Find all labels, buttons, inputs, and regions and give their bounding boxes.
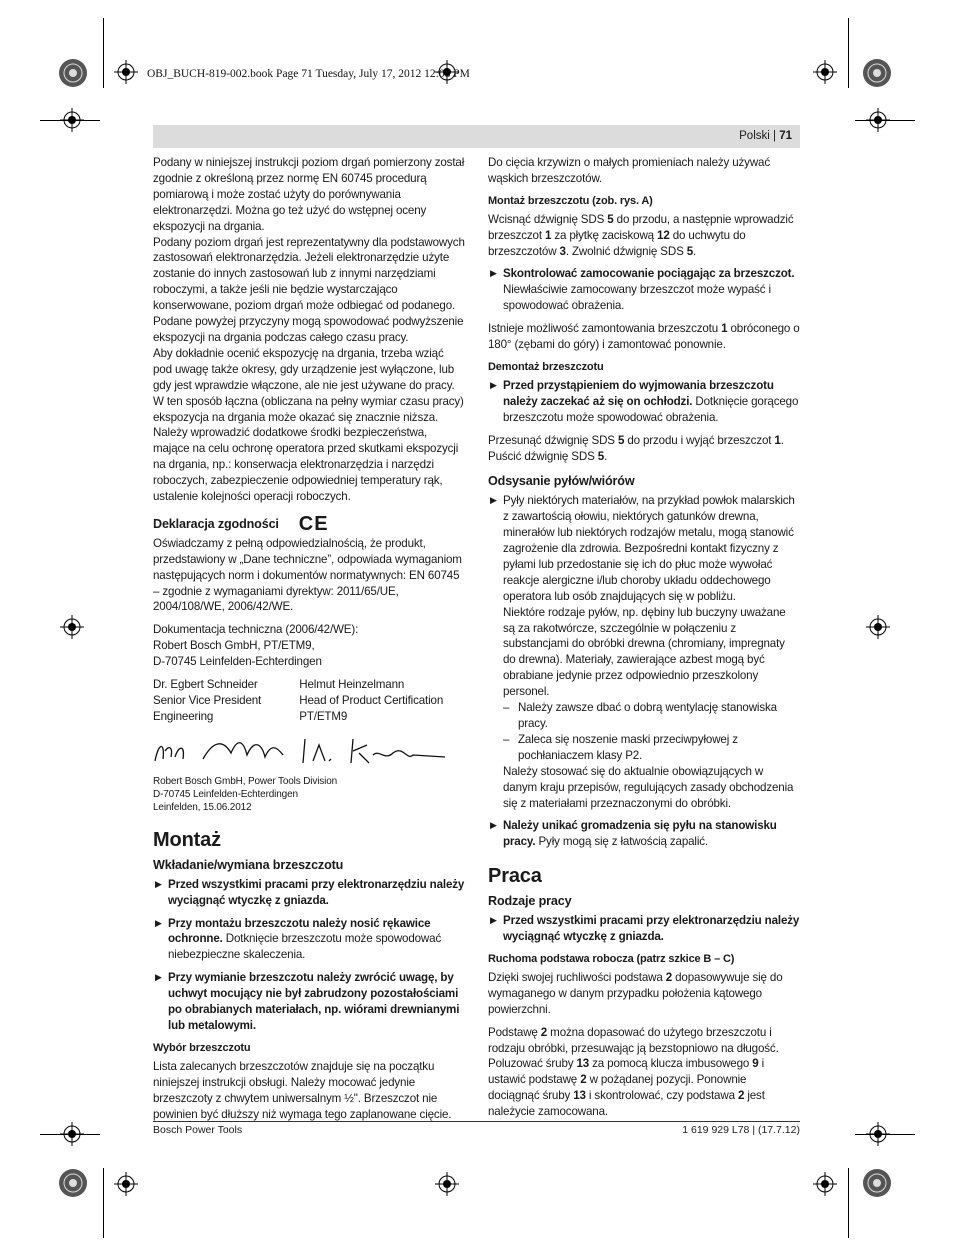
warning-bullet: ▶ Przed wszystkimi pracami przy elektronarzędziu należy wyciągnąć wtyczkę z gniazda. [490, 914, 800, 944]
subsection-title: Wybór brzeszczotu [153, 1041, 251, 1054]
signatory-2: Helmut Heinzelmann Head of Product Certification PT/ETM9 [299, 678, 444, 723]
triangle-bullet-icon: ▶ [490, 379, 497, 390]
left-column [153, 155, 465, 1122]
registration-rosette-icon [58, 58, 88, 88]
footer-doc-number: 1 619 929 L78 | (17.7.12) [682, 1124, 800, 1136]
page-header-bar [153, 125, 800, 148]
declaration-text: Oświadczamy z pełną odpowiedzialnością, że produkt, przedstawiony w „Dane techniczne”, odpowiada wymaganiom następujących norm i dokumentów normatywnych: EN 60745 – zgodnie z wymaganiami dyrektyw: 2011/65/UE, 2004/108/WE, 2006/42/WE. [153, 536, 462, 614]
paragraph: Wcisnąć dźwignię SDS 5 do przodu, a następnie wprowadzić brzeszczot 1 za płytkę zaciskową 12 do uchwytu do brzeszczotów 3. Zwolnić dźwignię SDS 5. [488, 212, 794, 258]
ce-mark-icon: CE [298, 512, 329, 535]
warning-bullet: ▶ Skontrolować zamocowanie pociągając za brzeszczot. Niewłaściwie zamocowany brzeszczot może wypaść i spowodować obrażenia. [490, 267, 795, 313]
paragraph: Podstawę 2 można dopasować do użytego brzeszczotu i rodzaju obróbki, przesuwając ją bezstopniowo na długość. Poluzować śruby 13 za pomocą klucza imbusowego 9 i ustawić podstawę 2 w pożądanej pozycji. Ponownie dociągnąć śruby 13 i skontrolować, czy podstawa 2 jest należycie zamocowana. [488, 1025, 779, 1119]
registration-rosette-icon [58, 1168, 88, 1198]
info-bullet: ▶ Pyły niektórych materiałów, na przykład powłok malarskich z zawartością ołowiu, niektórych gatunków drewna, minerałów lub niektórych rodzajów metalu, mogą stanowić zagrożenie dla zdrowia. Bezpośredni kontakt fizyczny z pyłami lub przedostanie się ich do płuc może wywołać reakcje alergiczne i/lub choroby układu oddechowego operatora lub osób znajdujących się w pobliżu. [490, 494, 795, 603]
company-address: Robert Bosch GmbH, Power Tools Division D-70745 Leinfelden-Echterdingen Leinfelden, 15.06.2012 [153, 775, 338, 813]
paragraph: Należy stosować się do aktualnie obowiązujących w danym kraju przepisów, regulujących zasady obchodzenia się z materiałami przeznaczonymi do obróbki. [503, 764, 794, 810]
paragraph: Lista zalecanych brzeszczotów znajduje się na początku niniejszej instrukcji obsługi. Należy mocować jedynie brzeszczoty z chwytem uniwersalnym ½". Brzeszczot nie powinien być dłuższy niż wymaga tego zaplanowane cięcie. [153, 1059, 452, 1121]
handwritten-signatures [153, 731, 453, 771]
warning-bullet: ▶ Należy unikać gromadzenia się pyłu na stanowisku pracy. Pyły mogą się z łatwością zapalić. [490, 819, 777, 849]
registration-crosshair-icon [435, 1172, 459, 1196]
signatories [153, 677, 465, 725]
subsection-title: Ruchoma podstawa robocza (patrz szkice B – C) [488, 952, 735, 965]
paragraph: Podany w niniejszej instrukcji poziom drgań pomierzony został zgodnie z określoną przez normę EN 60745 procedurą pomiarową i może zostać użyty do porównywania elektronarzędzi. Można go też użyć do wstępnej oceny ekspozycji na drgania. [153, 156, 465, 233]
registration-crosshair-icon [866, 108, 890, 132]
footer-brand: Bosch Power Tools [153, 1124, 243, 1136]
warning-bullet: ▶ Przy wymianie brzeszczotu należy zwrócić uwagę, by uchwyt mocujący nie był zabrudzony pozostałościami po obrabianych materiałach, np. wiórami drewnianymi lub metalowymi. [155, 971, 460, 1032]
crop-mark [103, 18, 104, 88]
subsection-title: Rodzaje pracy [488, 894, 572, 909]
section-title: Praca [488, 865, 542, 888]
registration-crosshair-icon [60, 615, 84, 639]
subsection-title: Montaż brzeszczotu (zob. rys. A) [488, 194, 653, 207]
declaration-heading: Deklaracja zgodności CE [153, 512, 329, 535]
paragraph: Przesunąć dźwignię SDS 5 do przodu i wyjąć brzeszczot 1. Puścić dźwignię SDS 5. [488, 433, 784, 463]
triangle-bullet-icon: ▶ [155, 917, 162, 928]
warning-bullet: ▶ Przed przystąpieniem do wyjmowania brzeszczotu należy zaczekać aż się on ochłodzi. Dotknięcie gorącego brzeszczotu może spowodować obrażenia. [490, 378, 799, 424]
registration-crosshair-icon [114, 60, 138, 84]
crop-mark [103, 1168, 104, 1238]
paragraph: Podany poziom drgań jest reprezentatywny dla podstawowych zastosowań elektronarzędzia. Jeżeli elektronarzędzie użyte zostanie do innych zastosowań lub z innymi narzędziami roboczymi, a także jeśli nie będzie wystarczająco konserwowane, poziom drgań może odbiegać od podanego. Podane powyżej przyczyny mogą spowodować podwyższenie ekspozycji na drgania podczas całego czasu pracy. [153, 235, 465, 344]
subsection-title: Wkładanie/wymiana brzeszczotu [153, 857, 344, 872]
paragraph: Dzięki swojej ruchliwości podstawa 2 dopasowywuje się do wymaganego w danym przypadku położenia kątowego powierzchni. [488, 970, 783, 1016]
triangle-bullet-icon: ▶ [490, 268, 497, 279]
paragraph: Aby dokładnie ocenić ekspozycję na drgania, trzeba wziąć pod uwagę także okresy, gdy urządzenie jest wyłączone, lub gdy jest wprawdzie włączone, ale nie jest używane do pracy. W ten sposób łączna (obliczana na pełny wymiar czasu pracy) ekspozycja na drgania może okazać się znacznie niższa. [153, 346, 464, 424]
registration-rosette-icon [862, 1168, 892, 1198]
paragraph: Do cięcia krzywizn o małych promieniach należy używać wąskich brzeszczotów. [488, 156, 771, 185]
registration-crosshair-icon [114, 1172, 138, 1196]
registration-crosshair-icon [813, 60, 837, 84]
registration-crosshair-icon [813, 1172, 837, 1196]
registration-crosshair-icon [60, 108, 84, 132]
print-slug: OBJ_BUCH-819-002.book Page 71 Tuesday, July 17, 2012 12:08 PM [147, 68, 470, 80]
subsection-title: Odsysanie pyłów/wiórów [488, 474, 635, 489]
warning-bullet: ▶ Przy montażu brzeszczotu należy nosić rękawice ochronne. Dotknięcie brzeszczotu może spowodować niebezpieczne skaleczenia. [155, 916, 442, 962]
triangle-bullet-icon: ▶ [490, 495, 497, 506]
triangle-bullet-icon: ▶ [155, 972, 162, 983]
warning-bullet: ▶ Przed wszystkimi pracami przy elektronarzędziu należy wyciągnąć wtyczkę z gniazda. [155, 877, 465, 907]
page-number-label: Polski | 71 [739, 130, 792, 142]
section-title: Montaż [153, 828, 221, 851]
documentation-text: Dokumentacja techniczna (2006/42/WE): Robert Bosch GmbH, PT/ETM9, D-70745 Leinfelden-Echterdingen [153, 623, 359, 669]
registration-crosshair-icon [866, 615, 890, 639]
paragraph: Istnieje możliwość zamontowania brzeszczotu 1 obróconego o 180° (zębami do góry) i zamontować ponownie. [488, 322, 800, 352]
triangle-bullet-icon: ▶ [155, 878, 162, 889]
registration-rosette-icon [862, 58, 892, 88]
registration-crosshair-icon [866, 1122, 890, 1146]
subsection-title: Demontaż brzeszczotu [488, 360, 604, 373]
signatory-1: Dr. Egbert Schneider Senior Vice President Engineering [153, 678, 262, 723]
dash-item: – Należy zawsze dbać o dobrą wentylację stanowiska pracy. [503, 701, 777, 730]
right-column [488, 155, 800, 1120]
registration-crosshair-icon [60, 1122, 84, 1146]
crop-mark [848, 1168, 849, 1238]
crop-mark [848, 18, 849, 88]
paragraph: Niektóre rodzaje pyłów, np. dębiny lub buczyny uważane są za rakotwórcze, szczególnie w połączeniu z substancjami do obróbki drewna (chromiany, impregnaty do drewna). Materiały, zawierające azbest mogą być obrabiane jedynie przez odpowiednio przeszkolony personel. [503, 605, 786, 699]
dash-item: – Zaleca się noszenie maski przeciwpyłowej z pochłaniaczem klasy P2. [503, 732, 738, 762]
triangle-bullet-icon: ▶ [490, 915, 497, 926]
triangle-bullet-icon: ▶ [490, 820, 497, 831]
footer-rule [153, 1121, 800, 1122]
paragraph: Należy wprowadzić dodatkowe środki bezpieczeństwa, mające na celu ochronę operatora przed skutkami ekspozycji na drgania, np.: konserwacja elektronarzędzia i narzędzi roboczych, zabezpieczenie odpowiedniej temperatury rąk, ustalenie kolejności operacji roboczych. [153, 426, 459, 504]
